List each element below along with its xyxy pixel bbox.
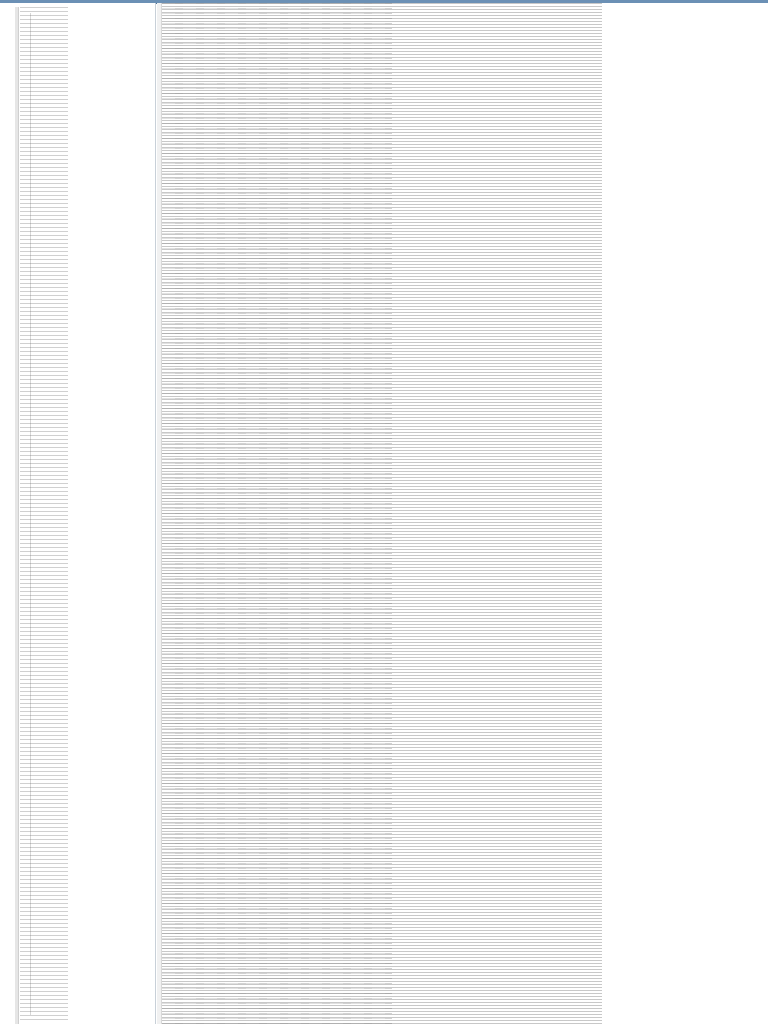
right-dense-text-lines	[162, 3, 602, 1024]
left-indent-guides	[24, 13, 54, 1015]
left-text-pane[interactable]	[0, 3, 156, 1024]
right-text-pane[interactable]	[157, 3, 768, 1024]
left-line-gutter	[15, 7, 19, 1024]
left-pane-content	[0, 3, 1, 4]
